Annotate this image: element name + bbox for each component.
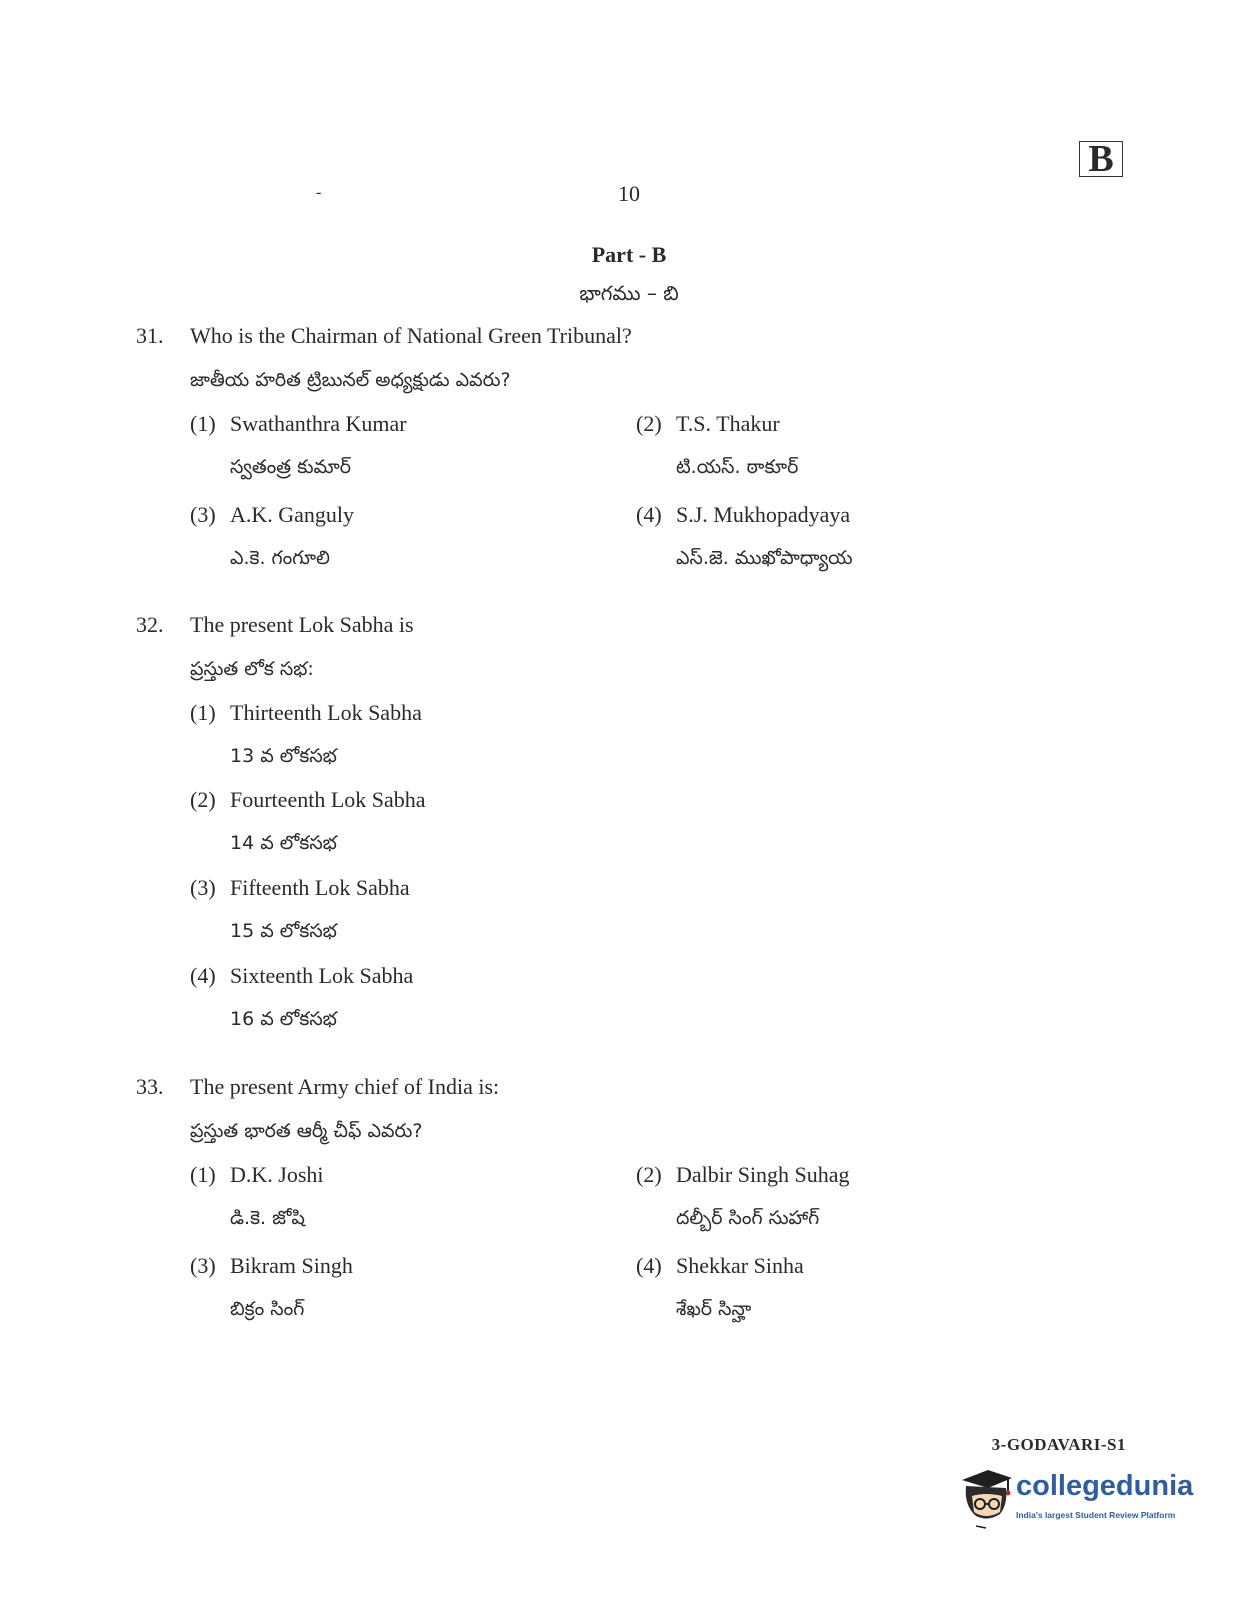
option-number: (3) (190, 502, 216, 527)
option-text: Thirteenth Lok Sabha (230, 700, 422, 725)
question-text: The present Lok Sabha is (190, 612, 414, 637)
option-number: (4) (636, 502, 662, 527)
set-code-box: B (1079, 141, 1123, 177)
option-number: (2) (636, 411, 662, 436)
part-title-telugu: భాగము – బి (579, 281, 679, 305)
question-number: 31. (136, 323, 164, 348)
option-text: Fifteenth Lok Sabha (230, 875, 410, 900)
option-number: (4) (636, 1253, 662, 1278)
option-4 (190, 963, 413, 989)
logo-tagline: India's largest Student Review Platform (1016, 1510, 1176, 1520)
option-text: Shekkar Sinha (676, 1253, 804, 1278)
option-1-telugu: స్వతంత్ర కుమార్ (230, 456, 352, 478)
option-number: (2) (190, 787, 216, 812)
option-text: Bikram Singh (230, 1253, 353, 1278)
option-2 (190, 787, 426, 813)
option-3 (190, 502, 354, 528)
option-1 (190, 411, 407, 437)
question-text: The present Army chief of India is: (190, 1074, 500, 1099)
option-3 (190, 1253, 353, 1279)
stray-mark: - (316, 184, 322, 201)
option-2 (636, 411, 780, 437)
paper-code: 3-GODAVARI-S1 (991, 1435, 1126, 1454)
option-4-telugu: శేఖర్ సిన్హా (676, 1298, 752, 1320)
option-4-telugu: 16 వ లోకసభ (230, 1008, 337, 1030)
mascot-icon (958, 1466, 1014, 1532)
option-text: A.K. Ganguly (230, 502, 355, 527)
option-text: Swathanthra Kumar (230, 411, 407, 436)
option-2-telugu: 14 వ లోకసభ (230, 832, 337, 854)
question-text: Who is the Chairman of National Green Tribunal? (190, 323, 632, 348)
option-1-telugu: 13 వ లోకసభ (230, 745, 337, 767)
collegedunia-logo (958, 1466, 1194, 1532)
option-number: (1) (190, 700, 216, 725)
question-text-telugu: ప్రస్తుత భారత ఆర్మీ చీఫ్ ఎవరు? (190, 1120, 423, 1142)
option-text: S.J. Mukhopadyaya (676, 502, 851, 527)
question-text-telugu: జాతీయ హరిత ట్రిబునల్ అధ్యక్షుడు ఎవరు? (190, 369, 511, 391)
option-number: (2) (636, 1162, 662, 1187)
option-2-telugu: టి.యస్. ఠాకూర్ (676, 456, 799, 478)
option-1 (190, 700, 422, 726)
option-1-telugu: డి.కె. జోషి (230, 1207, 305, 1229)
option-number: (1) (190, 1162, 216, 1187)
option-number: (4) (190, 963, 216, 988)
option-text: Sixteenth Lok Sabha (230, 963, 414, 988)
option-3-telugu: 15 వ లోకసభ (230, 920, 337, 942)
option-4 (636, 1253, 804, 1279)
option-3 (190, 875, 410, 901)
question-number: 33. (136, 1074, 164, 1099)
option-text: Dalbir Singh Suhag (676, 1162, 850, 1187)
option-1 (190, 1162, 324, 1188)
logo-wordmark: collegedunia (1016, 1470, 1194, 1502)
option-number: (3) (190, 1253, 216, 1278)
option-2-telugu: దల్బీర్ సింగ్ సుహాగ్ (676, 1207, 820, 1229)
option-3-telugu: బిక్రం సింగ్ (230, 1298, 305, 1320)
option-3-telugu: ఎ.కె. గంగూలి (230, 547, 330, 569)
option-4 (636, 502, 850, 528)
option-4-telugu: ఎస్.జె. ముఖోపాధ్యాయ (676, 547, 853, 569)
part-title: Part - B (591, 242, 667, 267)
question-text-telugu: ప్రస్తుత లోక సభ: (190, 658, 314, 680)
option-text: D.K. Joshi (230, 1162, 324, 1187)
option-2 (636, 1162, 850, 1188)
option-text: Fourteenth Lok Sabha (230, 787, 426, 812)
option-number: (1) (190, 411, 216, 436)
option-number: (3) (190, 875, 216, 900)
page-number: 10 (618, 181, 640, 206)
option-text: T.S. Thakur (676, 411, 780, 436)
question-number: 32. (136, 612, 164, 637)
